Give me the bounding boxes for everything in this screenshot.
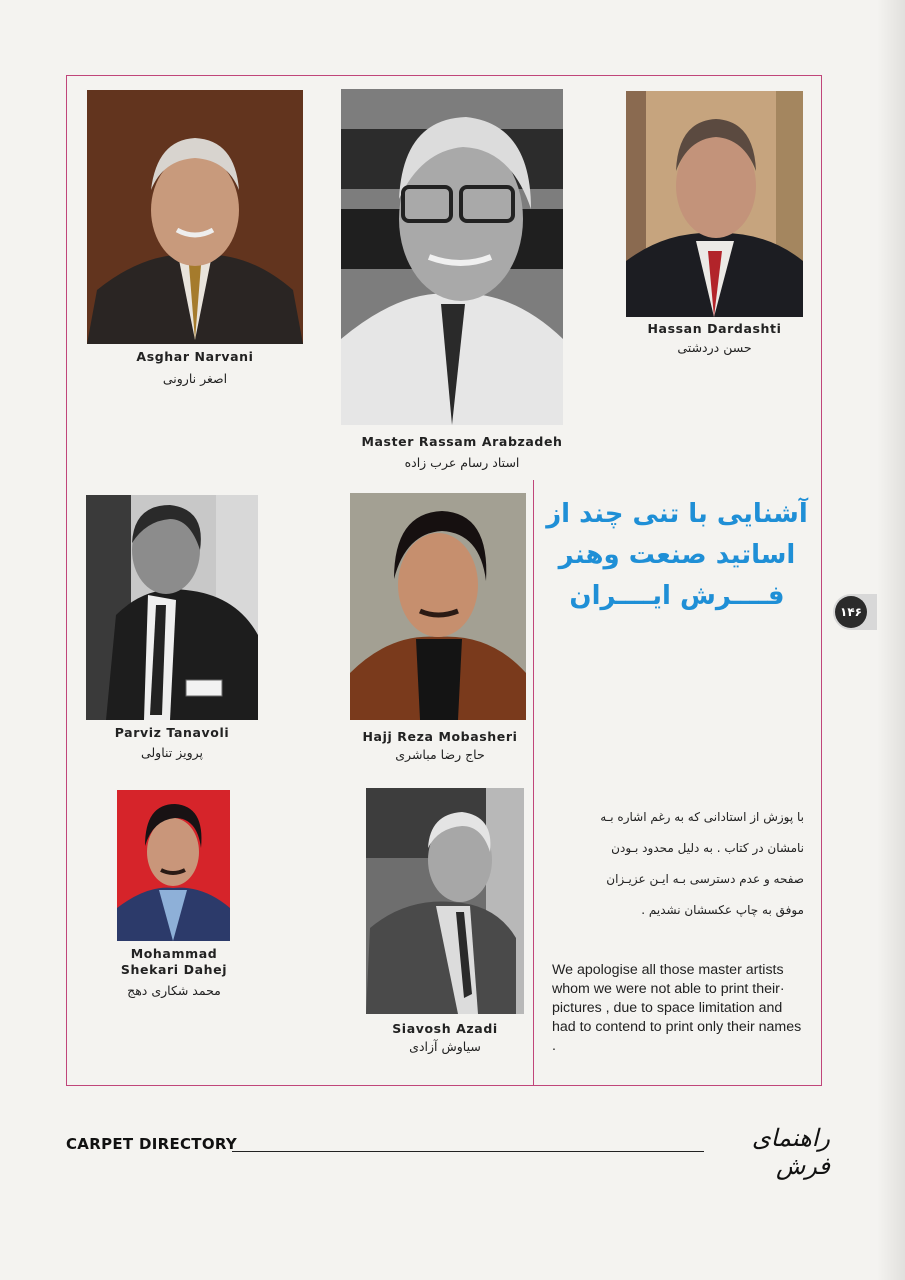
name-en-mohammad-shekari-line1: Mohammad <box>130 946 218 961</box>
name-fa-siavosh-azadi: سیاوش آزادی <box>409 1039 481 1054</box>
name-fa-asghar-narvani: اصغر نارونی <box>162 371 228 386</box>
apology-fa-line-1: با پوزش از استادانی که به رغم اشاره بـه <box>600 810 804 824</box>
apology-en: We apologise all those master artists whom we were not able to print their· pictures , due to space limitation and had to contend to print only their names . <box>552 962 802 1054</box>
name-fa-parviz-tanavoli: پرویز تناولی <box>140 745 204 760</box>
apology-fa-line-3: صفحه و عدم دسترسی بـه ایـن عزیـزان <box>606 872 804 886</box>
name-en-reza-mobasheri: Hajj Reza Mobasheri <box>362 729 518 744</box>
scan-edge-shadow <box>877 0 905 1280</box>
footer-rule <box>232 1151 704 1152</box>
apology-fa <box>546 802 804 926</box>
name-en-mohammad-shekari <box>100 946 248 978</box>
photo-siavosh-azadi <box>366 788 524 1014</box>
heading-line-2: اساتید صنعت وهنر <box>558 540 796 570</box>
name-en-rassam-arabzadeh: Master Rassam Arabzadeh <box>361 434 563 449</box>
apology-fa-line-4: موفق به چاپ عکسشان نشدیم . <box>641 903 804 917</box>
name-en-hassan-dardashti: Hassan Dardashti <box>647 321 782 336</box>
name-en-mohammad-shekari-line2: Shekari Dahej <box>120 962 228 977</box>
photo-parviz-tanavoli <box>86 495 258 720</box>
name-fa-rassam-arabzadeh: استاد رسام عرب زاده <box>404 455 520 470</box>
photo-mohammad-shekari <box>117 790 230 941</box>
column-divider <box>533 480 534 1086</box>
name-en-asghar-narvani: Asghar Narvani <box>136 349 254 364</box>
heading-line-1: آشنایی با تنی چند از <box>546 499 808 529</box>
section-heading <box>546 494 808 617</box>
name-fa-hassan-dardashti: حسن دردشتی <box>677 340 752 355</box>
name-fa-mohammad-shekari: محمد شکاری دهج <box>127 983 221 998</box>
apology-fa-line-2: نامشان در کتاب . به دلیل محدود بـودن <box>611 841 804 855</box>
name-en-siavosh-azadi: Siavosh Azadi <box>392 1021 498 1036</box>
name-en-parviz-tanavoli: Parviz Tanavoli <box>114 725 230 740</box>
page-number-badge <box>833 594 877 630</box>
page-number: ۱۴۶ <box>835 596 867 628</box>
name-fa-reza-mobasheri: حاج رضا مباشری <box>395 747 485 762</box>
photo-asghar-narvani <box>87 90 303 344</box>
photo-reza-mobasheri <box>350 493 526 720</box>
photo-hassan-dardashti <box>626 91 803 317</box>
footer-rahnamaye-farsh: راهنمای فرش <box>751 1124 830 1180</box>
photo-rassam-arabzadeh <box>341 89 563 425</box>
heading-line-3: فــــرش ایــــران <box>569 581 785 611</box>
footer-carpet-directory: CARPET DIRECTORY <box>66 1135 238 1153</box>
